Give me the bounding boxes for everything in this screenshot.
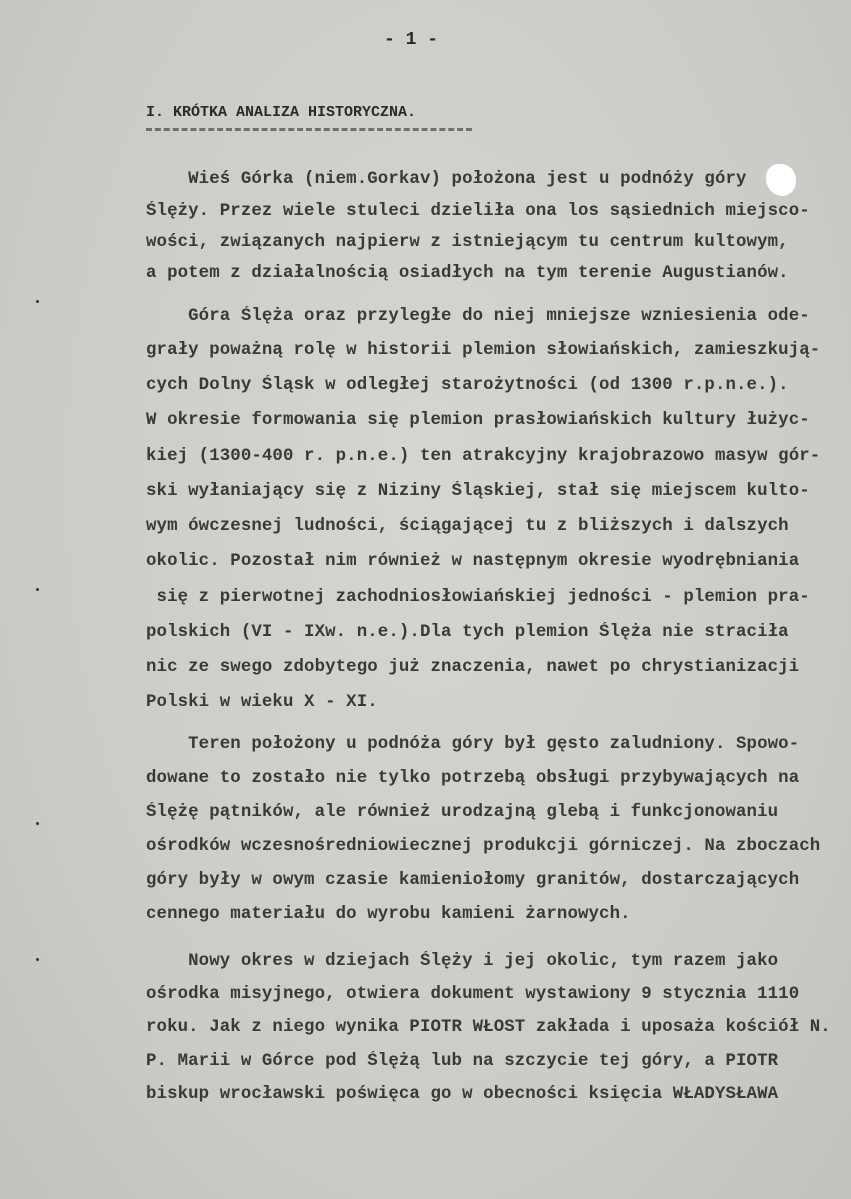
text-line: góry były w owym czasie kamieniołomy granitów, dostarczających xyxy=(146,871,800,890)
text-line: Nowy okres w dziejach Ślęży i jej okolic, tym razem jako xyxy=(146,952,779,971)
text-line: Polski w wieku X - XI. xyxy=(146,693,378,712)
text-line: a potem z działalnością osiadłych na tym terenie Augustianów. xyxy=(146,264,789,283)
text-line: roku. Jak z niego wynika PIOTR WŁOST zakłada i uposaża kościół N. xyxy=(146,1018,831,1037)
text-line: polskich (VI - IXw. n.e.).Dla tych plemion Ślęża nie straciła xyxy=(146,623,789,642)
text-line: wym ówczesnej ludności, ściągającej tu z bliższych i dalszych xyxy=(146,517,789,536)
text-line: okolic. Pozostał nim również w następnym okresie wyodrębniania xyxy=(146,552,800,571)
text-line: Góra Ślęża oraz przyległe do niej mniejsze wzniesienia ode- xyxy=(146,307,810,326)
section-title: I. KRÓTKA ANALIZA HISTORYCZNA. xyxy=(146,104,417,121)
margin-dot xyxy=(36,822,39,825)
text-line: dowane to zostało nie tylko potrzebą obsługi przybywających na xyxy=(146,769,800,788)
text-line: nic ze swego zdobytego już znaczenia, nawet po chrystianizacji xyxy=(146,658,800,677)
white-blot xyxy=(766,164,796,196)
page-number: - 1 - xyxy=(384,30,439,50)
text-line: Ślęży. Przez wiele stuleci dzieliła ona los sąsiednich miejsco- xyxy=(146,202,810,221)
text-line: Wieś Górka (niem.Gorkav) położona jest u podnóży góry xyxy=(146,170,747,189)
text-line: się z pierwotnej zachodniosłowiańskiej jedności - plemion pra- xyxy=(146,588,810,607)
text-line: P. Marii w Górce pod Ślężą lub na szczycie tej góry, a PIOTR xyxy=(146,1052,779,1071)
text-line: ośrodka misyjnego, otwiera dokument wystawiony 9 stycznia 1110 xyxy=(146,985,800,1004)
text-line: ośrodków wczesnośredniowiecznej produkcji górniczej. Na zboczach xyxy=(146,837,821,856)
text-line: cych Dolny Śląsk w odległej starożytności (od 1300 r.p.n.e.). xyxy=(146,376,789,395)
margin-dot xyxy=(36,588,39,591)
text-line: kiej (1300-400 r. p.n.e.) ten atrakcyjny krajobrazowo masyw gór- xyxy=(146,447,821,466)
text-line: cennego materiału do wyrobu kamieni żarnowych. xyxy=(146,905,631,924)
text-line: biskup wrocławski poświęca go w obecności księcia WŁADYSŁAWA xyxy=(146,1085,779,1104)
title-underline xyxy=(146,128,472,131)
margin-dot xyxy=(36,300,39,303)
text-line: wości, związanych najpierw z istniejącym tu centrum kultowym, xyxy=(146,233,789,252)
text-line: ski wyłaniający się z Niziny Śląskiej, stał się miejscem kulto- xyxy=(146,482,810,501)
text-line: W okresie formowania się plemion prasłowiańskich kultury łużyc- xyxy=(146,411,810,430)
text-line: Ślężę pątników, ale również urodzajną glebą i funkcjonowaniu xyxy=(146,803,779,822)
text-line: grały poważną rolę w historii plemion słowiańskich, zamieszkują- xyxy=(146,341,821,360)
text-line: Teren położony u podnóża góry był gęsto zaludniony. Spowo- xyxy=(146,735,800,754)
margin-dot xyxy=(36,958,39,961)
